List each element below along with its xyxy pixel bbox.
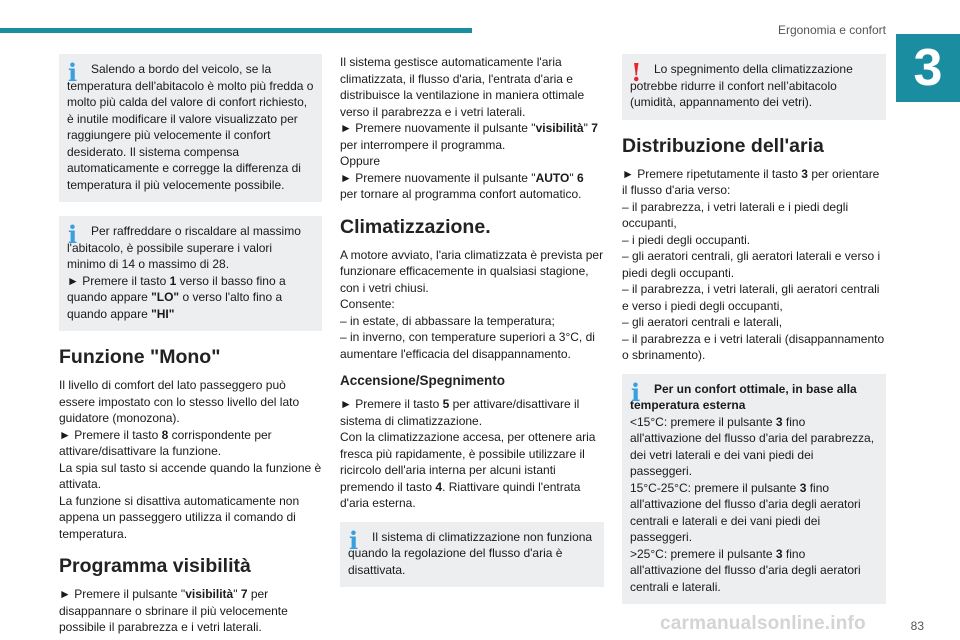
chapter-tab: 3 bbox=[896, 34, 960, 102]
info-icon: i bbox=[631, 377, 641, 407]
instruction: ► Premere nuovamente il pulsante "AUTO" 6 per tornare al programma confort automatico. bbox=[340, 170, 584, 201]
heading-distribution: Distribuzione dell'aria bbox=[622, 134, 824, 157]
heading-on-off: Accensione/Spegnimento bbox=[340, 373, 506, 388]
info-note bbox=[59, 216, 322, 331]
note-title: Per un confort ottimale, in base alla temperatura esterna bbox=[630, 381, 857, 412]
column-middle bbox=[340, 54, 604, 601]
info-icon: i bbox=[349, 525, 359, 555]
page-number: 83 bbox=[910, 619, 924, 633]
instruction: ► Premere il tasto 8 corrispondente per attivare/disattivare la funzione. bbox=[59, 427, 272, 458]
header-accent-bar bbox=[0, 28, 472, 33]
paragraph: A motore avviato, l'aria climatizzata è prevista per funzionare efficacemente in qualsiasi stagione, con i vetri chiusi. bbox=[340, 247, 604, 295]
instruction: ► Premere il tasto 5 per attivare/disattivare il sistema di climatizzazione. bbox=[340, 397, 580, 428]
warning-icon: ! bbox=[631, 58, 642, 87]
instruction: ► Premere il pulsante "visibilità" 7 per disappannare o sbrinare il più velocemente possibile il parabrezza e i vetri laterali. bbox=[59, 587, 288, 634]
info-note bbox=[622, 374, 886, 605]
list-item: – in estate, di abbassare la temperatura; bbox=[340, 313, 555, 328]
list-item: – il parabrezza e i vetri laterali (disappannamento o sbrinamento). bbox=[622, 331, 885, 362]
list-item: – in inverno, con temperature superiori a 3°C, di aumentare l'efficacia del disappannamento. bbox=[340, 330, 595, 361]
list-item: – gli aeratori centrali, gli aeratori laterali e verso i piedi degli occupanti. bbox=[622, 249, 881, 280]
heading-mono: Funzione "Mono" bbox=[59, 346, 221, 368]
note-line: >25°C: premere il pulsante 3 fino all'attivazione del flusso d'aria degli aeratori centrali e laterali. bbox=[630, 546, 861, 594]
note-line: <15°C: premere il pulsante 3 fino all'attivazione del flusso d'aria del parabrezza, dei vetri laterali e dei vani piedi dei passeggeri. bbox=[630, 414, 875, 478]
info-note bbox=[59, 54, 322, 202]
paragraph: Oppure bbox=[340, 154, 381, 168]
info-note bbox=[340, 522, 604, 588]
paragraph: Il livello di comfort del lato passeggero può essere impostato con lo stesso livello del lato guidatore (monozona). bbox=[59, 378, 300, 425]
warning-note bbox=[622, 54, 886, 120]
heading-visibility: Programma visibilità bbox=[59, 555, 251, 577]
watermark: carmanualsonline.info bbox=[660, 613, 866, 634]
list-item: – il parabrezza, i vetri laterali e i piedi degli occupanti, bbox=[622, 199, 849, 230]
info-icon: i bbox=[68, 220, 78, 249]
note-text: Il sistema di climatizzazione non funziona quando la regolazione del flusso d'aria è disattivata. bbox=[348, 529, 593, 577]
instruction: ► Premere nuovamente il pulsante "visibilità" 7 per interrompere il programma. bbox=[340, 121, 598, 152]
paragraph: Il sistema gestisce automaticamente l'aria climatizzata, il flusso d'aria, l'entrata d'aria e distribuisce la ventilazione in maniera ottimale verso il parabrezza e i vetri laterali. bbox=[340, 55, 585, 119]
section-title: Ergonomia e confort bbox=[777, 23, 886, 37]
paragraph: La funzione si disattiva automaticamente non appena un passeggero utilizza il comando di temperatura. bbox=[59, 493, 300, 541]
paragraph: Con la climatizzazione accesa, per ottenere aria fresca più rapidamente, è possibile utilizzare il ricircolo dell'aria interna per alcuni istanti premendo il tasto 4. Riattivare quindi l'entrata d'aria esterna. bbox=[340, 430, 596, 510]
info-icon: i bbox=[68, 58, 78, 87]
instruction: ► Premere ripetutamente il tasto 3 per orientare il flusso d'aria verso: bbox=[622, 166, 880, 197]
column-left bbox=[59, 54, 322, 636]
note-text: Per raffreddare o riscaldare al massimo l'abitacolo, è possibile superare i valori minimo di 14 o massimo di 28. bbox=[67, 224, 301, 271]
column-right bbox=[622, 54, 886, 618]
note-instruction: ► Premere il tasto 1 verso il basso fino a quando appare "LO" o verso l'alto fino a quando appare "HI" bbox=[67, 273, 286, 321]
paragraph: Consente: bbox=[340, 297, 395, 311]
list-item: – i piedi degli occupanti. bbox=[622, 232, 751, 247]
list-item: – gli aeratori centrali e laterali, bbox=[622, 315, 783, 329]
note-line: 15°C-25°C: premere il pulsante 3 fino all'attivazione del flusso d'aria degli aeratori centrali e laterali e dei vani piedi dei passeggeri. bbox=[630, 480, 861, 544]
note-text: Salendo a bordo del veicolo, se la temperatura dell'abitacolo è molto più fredda o molto più calda del valore di confort richiesto, è inutile modificare il valore visualizzato per raggiungere più velocemente il confort desiderato. Il sistema compensa automaticamente e corregge la differenza di temperatura il più velocemente possibile. bbox=[67, 62, 314, 192]
heading-climate: Climatizzazione. bbox=[340, 215, 491, 238]
list-item: – il parabrezza, i vetri laterali, gli aeratori centrali e verso i piedi degli occupanti, bbox=[622, 282, 880, 313]
note-text: Lo spegnimento della climatizzazione potrebbe ridurre il confort nell’abitacolo (umidità, appannamento dei vetri). bbox=[630, 62, 853, 109]
paragraph: La spia sul tasto si accende quando la funzione è attivata. bbox=[59, 460, 322, 491]
